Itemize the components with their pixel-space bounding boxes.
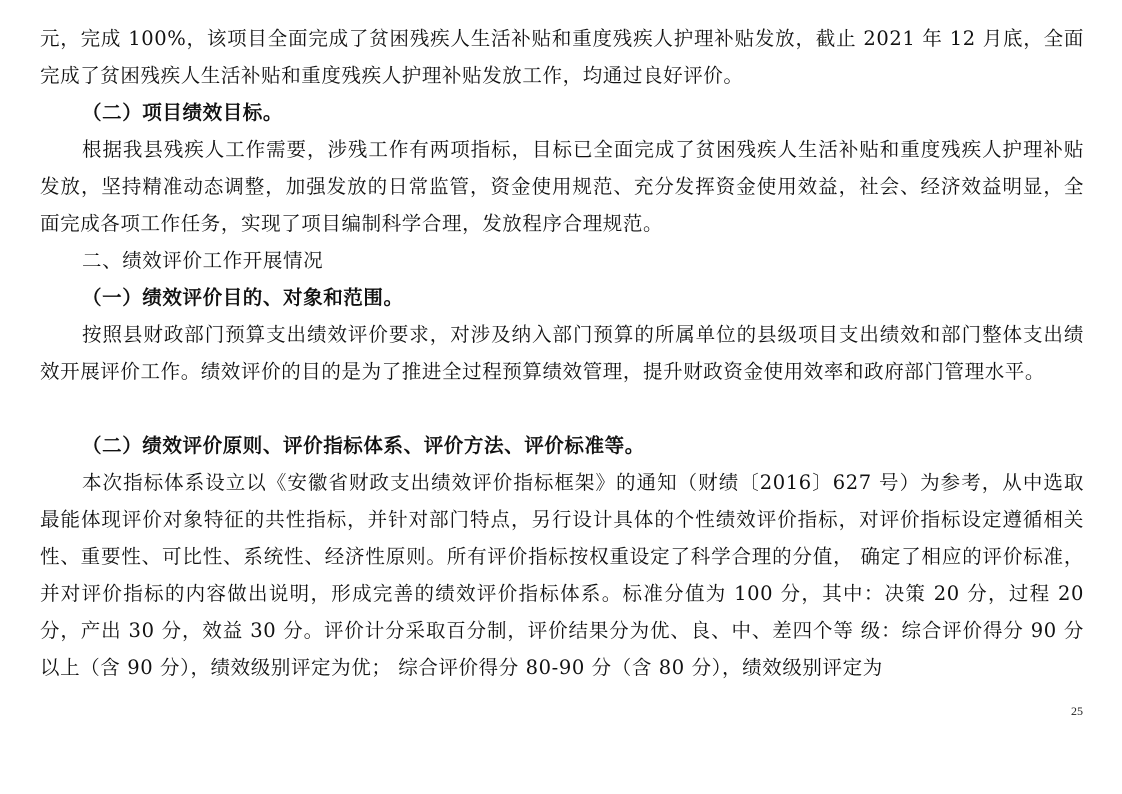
paragraph-evaluation-principles: 本次指标体系设立以《安徽省财政支出绩效评价指标框架》的通知（财绩〔2016〕627 号）为参考，从中选取最能体现评价对象特征的共性指标，并针对部门特点，另行设计具体的个性绩效评价指标，对评价指标设定遵循相关性、重要性、可比性、系统性、经济性原则。所有评价指标按权重设定了科学合理的分值， 确定了相应的评价标准，并对评价指标的内容做出说明，形成完善的绩效评价指标体系。标准分值为 100 分，其中：决策 20 分，过程 20 分，产出 30 分，效益 30 分。评价计分采取百分制，评价结果分为优、良、中、差四个等 级：综合评价得分 90 分以上（含 90 分），绩效级别评定为优； 综合评价得分 80-90 分（含 80 分），绩效级别评定为: [40, 471, 1084, 679]
heading-project-performance-goal: （二）项目绩效目标。: [82, 101, 284, 124]
page-number: 25: [1071, 704, 1083, 718]
paragraph-performance-goal: 根据我县残疾人工作需要，涉残工作有两项指标，目标已全面完成了贫困残疾人生活补贴和重度残疾人护理补贴发放，坚持精准动态调整，加强发放的日常监管，资金使用规范、充分发挥资金使用效益，社会、经济效益明显，全面完成各项工作任务，实现了项目编制科学合理，发放程序合理规范。: [40, 138, 1084, 235]
heading-evaluation-work: 二、绩效评价工作开展情况: [82, 249, 324, 272]
heading-evaluation-purpose: （一）绩效评价目的、对象和范围。: [82, 286, 404, 309]
paragraph-completion-summary: 元，完成 100%，该项目全面完成了贫困残疾人生活补贴和重度残疾人护理补贴发放，截止 2021 年 12 月底，全面完成了贫困残疾人生活补贴和重度残疾人护理补贴发放工作，均通过良好评价。: [40, 27, 1084, 87]
paragraph-evaluation-purpose: 按照县财政部门预算支出绩效评价要求，对涉及纳入部门预算的所属单位的县级项目支出绩效和部门整体支出绩效开展评价工作。绩效评价的目的是为了推进全过程预算绩效管理，提升财政资金使用效率和政府部门管理水平。: [40, 323, 1084, 383]
heading-evaluation-principles: （二）绩效评价原则、评价指标体系、评价方法、评价标准等。: [82, 434, 645, 457]
